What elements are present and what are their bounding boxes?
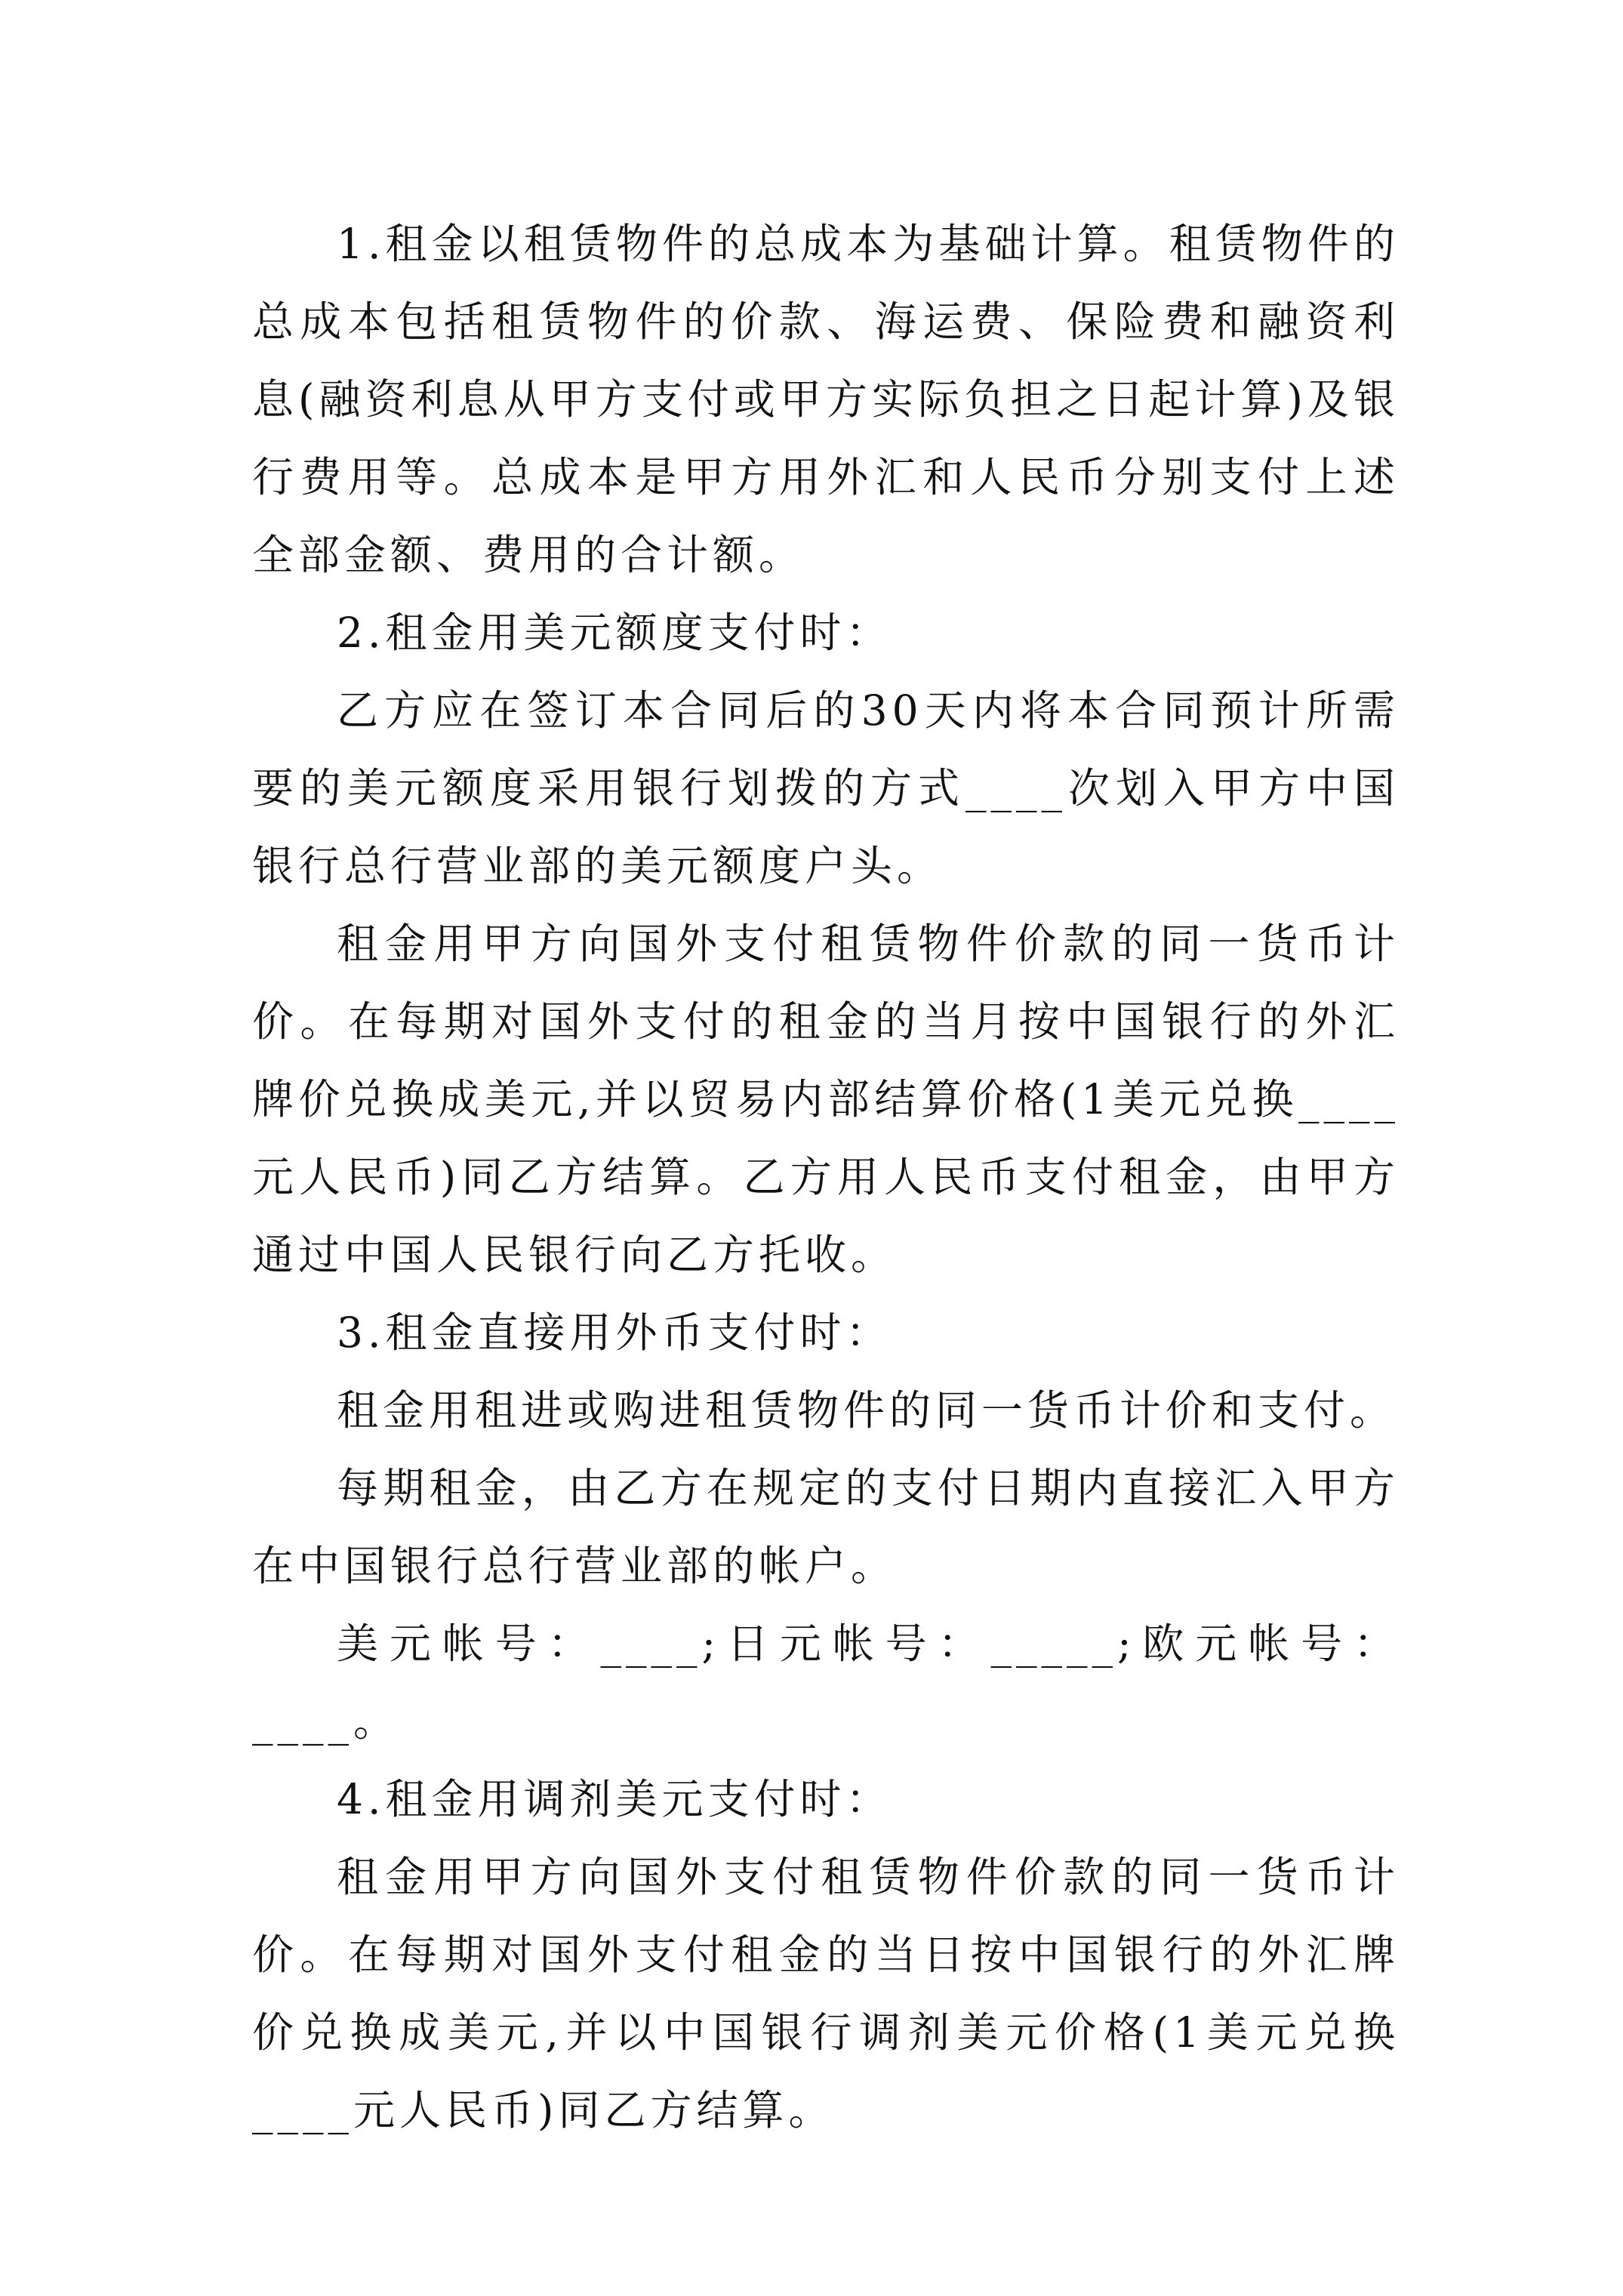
paragraph-swap-usd-pricing: 租金用甲方向国外支付租赁物件价款的同一货币计价。在每期对国外支付租金的当日按中国银行的外汇牌价兑换成美元,并以中国银行调剂美元价格(1美元兑换____元人民币)同乙方结算。: [252, 1853, 1400, 2134]
heading-foreign-currency-payment: 3.租金直接用外币支付时：: [337, 1308, 892, 1357]
heading-usd-quota-payment: 2.租金用美元额度支付时：: [337, 609, 892, 657]
paragraph-account-numbers: 美元帐号：____;日元帐号：_____;欧元帐号：____。: [252, 1620, 1400, 1746]
paragraph-foreign-currency-pricing: 租金用租进或购进租赁物件的同一货币计价和支付。: [337, 1386, 1397, 1435]
heading-swap-usd-payment: 4.租金用调剂美元支付时：: [337, 1775, 892, 1823]
paragraph-foreign-currency-remittance: 每期租金，由乙方在规定的支付日期内直接汇入甲方在中国银行总行营业部的帐户。: [252, 1464, 1400, 1590]
document-body: [252, 205, 1400, 2150]
paragraph-usd-quota-pricing: 租金用甲方向国外支付租赁物件价款的同一货币计价。在每期对国外支付的租金的当月按中国银行的外汇牌价兑换成美元,并以贸易内部结算价格(1美元兑换____元人民币)同乙方结算。乙方用人民币支付租金，由甲方通过中国人民银行向乙方托收。: [252, 920, 1400, 1279]
paragraph-rent-basis: 1.租金以租赁物件的总成本为基础计算。租赁物件的总成本包括租赁物件的价款、海运费、保险费和融资利息(融资利息从甲方支付或甲方实际负担之日起计算)及银行费用等。总成本是甲方用外汇和人民币分别支付上述全部金额、费用的合计额。: [252, 220, 1400, 579]
paragraph-usd-quota-transfer: 乙方应在签订本合同后的30天内将本合同预计所需要的美元额度采用银行划拨的方式____次划入甲方中国银行总行营业部的美元额度户头。: [252, 686, 1400, 890]
